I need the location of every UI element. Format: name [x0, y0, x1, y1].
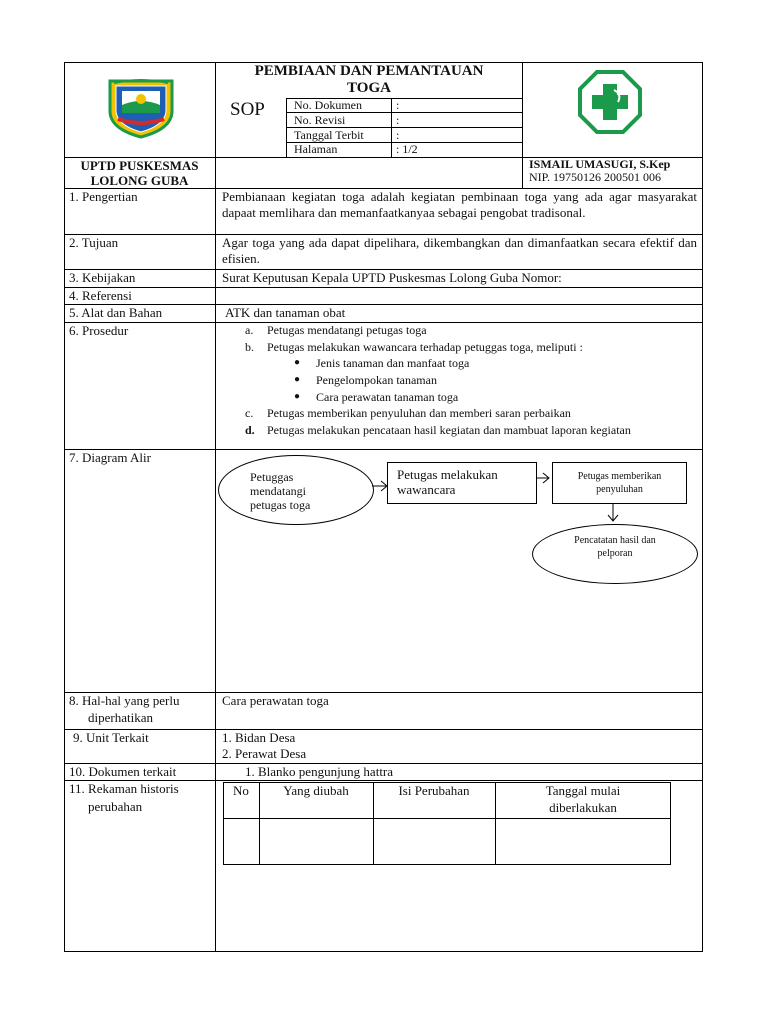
section-label-prosedur: 6. Prosedur: [69, 323, 129, 338]
meta-label: No. Dokumen: [294, 98, 362, 112]
dokumen-text: 1. Blanko pengunjung hattra: [245, 764, 394, 779]
meta-value: :: [396, 113, 400, 127]
health-cross-logo: [578, 70, 642, 134]
bullet-icon: ●: [294, 374, 301, 385]
divider: [64, 729, 703, 730]
tujuan-text: Agar toga yang ada dapat dipelihara, dikembangkan dan dimanfaatkan secara efektif dan efisien.: [222, 235, 697, 266]
document-title: PEMBIAAN DAN PEMANTAUAN: [254, 63, 484, 79]
list-marker: c.: [245, 406, 254, 420]
section-label-rekaman-line2: perubahan: [88, 799, 143, 814]
table-header-isi-perubahan: Isi Perubahan: [398, 783, 470, 798]
list-marker: b.: [245, 340, 254, 354]
meta-value: :: [396, 98, 400, 112]
section-label-pengertian: 1. Pengertian: [69, 189, 138, 204]
head-nip: NIP. 19750126 200501 006: [529, 170, 662, 184]
meta-label: Tanggal Terbit: [294, 128, 364, 142]
flow-step-3-label: Petugas memberikan penyuluhan: [577, 471, 662, 495]
prosedur-step-a: Petugas mendatangi petugas toga: [267, 323, 427, 337]
section-label-referensi: 4. Referensi: [69, 288, 132, 303]
divider: [522, 62, 523, 188]
prosedur-step-d: Petugas melakukan pencataan hasil kegiatan dan mambuat laporan kegiatan: [267, 423, 631, 437]
section-label-diagram: 7. Diagram Alir: [69, 450, 151, 465]
flow-step-4-label: Pencatatan hasil dan pelporan: [574, 535, 656, 559]
divider: [64, 449, 703, 450]
meta-value: :: [396, 128, 400, 142]
section-label-unit: 9. Unit Terkait: [73, 730, 149, 745]
divider: [64, 287, 703, 288]
prosedur-bullet: Pengelompokan tanaman: [316, 373, 437, 387]
sop-label: SOP: [230, 99, 265, 120]
org-name: UPTD PUSKESMAS: [80, 158, 199, 173]
flow-step-1-label: Petuggas mendatangi petugas toga: [250, 470, 311, 512]
regional-emblem-logo: [104, 77, 178, 139]
section-label-dokumen: 10. Dokumen terkait: [69, 764, 177, 779]
pengertian-text: Pembianaan kegiatan toga adalah kegiatan pembinaan toga yang ada agar masyarakat dapaat memlihara dan memanfaatkanyaa sebagai pengobat tradisonal.: [222, 189, 697, 220]
meta-value: : 1/2: [396, 142, 418, 156]
flow-step-2-label: Petugas melakukan wawancara: [397, 467, 498, 497]
table-header-yang-diubah: Yang diubah: [283, 783, 349, 798]
hal-text: Cara perawatan toga: [222, 693, 329, 708]
list-marker: d.: [245, 423, 255, 437]
list-marker: a.: [245, 323, 254, 337]
bullet-icon: ●: [294, 357, 301, 368]
divider: [215, 188, 216, 952]
section-label-alat: 5. Alat dan Bahan: [69, 305, 163, 320]
unit-item: 1. Bidan Desa: [222, 730, 296, 745]
arrow-icon: [536, 472, 552, 484]
kebijakan-text: Surat Keputusan Kepala UPTD Puskesmas Lolong Guba Nomor:: [222, 270, 562, 285]
prosedur-step-c: Petugas memberikan penyuluhan dan memberi saran perbaikan: [267, 406, 571, 420]
prosedur-bullet: Jenis tanaman dan manfaat toga: [316, 356, 470, 370]
bullet-icon: ●: [294, 391, 301, 402]
head-name: ISMAIL UMASUGI, S.Kep: [529, 157, 671, 171]
section-label-tujuan: 2. Tujuan: [69, 235, 119, 250]
section-label-rekaman: 11. Rekaman historis: [69, 781, 179, 796]
org-name-line2: LOLONG GUBA: [90, 173, 189, 188]
table-header-no: No: [233, 783, 249, 798]
meta-label: No. Revisi: [294, 113, 346, 127]
arrow-down-icon: [607, 503, 619, 523]
section-label-hal: 8. Hal-hal yang perlu: [69, 693, 180, 708]
table-header-tanggal-line2: diberlakukan: [549, 800, 617, 815]
prosedur-bullet: Cara perawatan tanaman toga: [316, 390, 459, 404]
section-label-hal-line2: diperhatikan: [88, 710, 153, 725]
section-label-kebijakan: 3. Kebijakan: [69, 270, 136, 285]
table-header-tanggal: Tanggal mulai: [545, 783, 621, 798]
meta-label: Halaman: [294, 142, 338, 156]
alat-text: ATK dan tanaman obat: [225, 305, 346, 320]
prosedur-step-b: Petugas melakukan wawancara terhadap petuggas toga, meliputi :: [267, 340, 583, 354]
divider: [223, 818, 671, 819]
unit-item: 2. Perawat Desa: [222, 746, 307, 761]
document-title-line2: TOGA: [347, 80, 391, 96]
